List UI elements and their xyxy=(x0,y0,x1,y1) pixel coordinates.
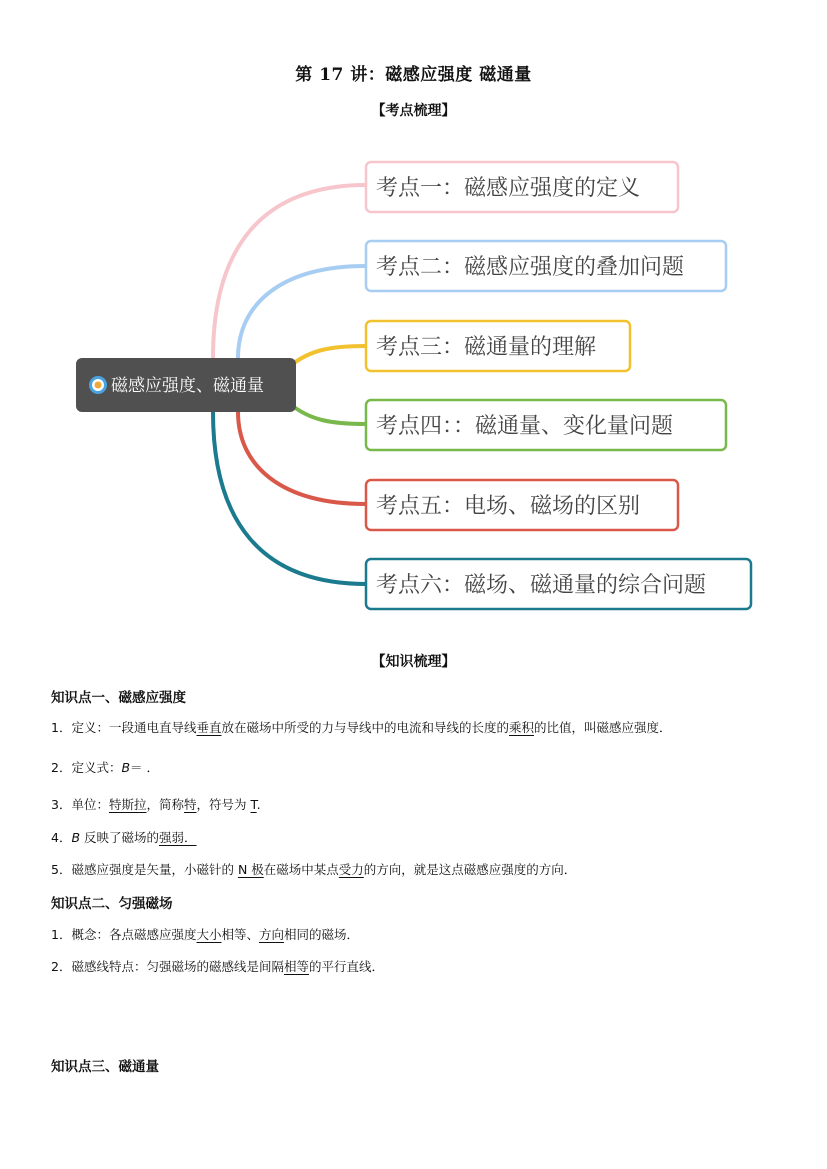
item-text: B xyxy=(121,760,131,775)
answer-blank: 乘积 xyxy=(509,720,535,735)
item-text: 反映了磁场的 xyxy=(80,830,160,845)
mindmap-connector xyxy=(238,266,366,358)
knowledge-item xyxy=(51,860,576,878)
item-text: 的方向，就是这点磁感应强度的方向． xyxy=(363,862,577,877)
item-number: 1． xyxy=(51,720,72,735)
knowledge-item xyxy=(51,795,261,813)
zhishi-header: 【知识梳理】 xyxy=(371,654,456,670)
item-text: 单位： xyxy=(71,797,109,812)
item-number: 2． xyxy=(51,760,72,775)
mindmap-node-2[interactable] xyxy=(366,241,726,291)
item-text: 放在磁场中所受的力与导线中的电流和导线的长度的 xyxy=(221,720,509,735)
item-text: ，符号为 xyxy=(196,797,251,812)
mindmap-node-label: 考点三：磁通量的理解 xyxy=(376,335,597,360)
mindmap xyxy=(0,140,827,620)
mindmap-node-6[interactable] xyxy=(366,559,751,609)
mindmap-root-label: 磁感应强度、磁通量 xyxy=(111,376,264,396)
mindmap-node-label: 考点二：磁感应强度的叠加问题 xyxy=(376,255,685,280)
item-text: 相等、 xyxy=(221,927,259,942)
answer-blank: 受力 xyxy=(338,862,364,877)
mindmap-node-4[interactable] xyxy=(366,400,726,450)
mindmap-connector xyxy=(290,404,366,424)
knowledge-item xyxy=(51,718,672,736)
item-text: 定义式： xyxy=(71,760,122,775)
answer-blank: 相等 xyxy=(283,959,309,974)
mindmap-connector xyxy=(213,412,366,584)
item-number: 2． xyxy=(51,959,72,974)
item-text: 在磁场中某点 xyxy=(263,862,339,877)
mindmap-node-label: 考点四：：磁通量、变化量问题 xyxy=(376,414,674,439)
item-text: B xyxy=(71,830,81,845)
answer-blank: 垂直 xyxy=(196,720,222,735)
mindmap-connector xyxy=(238,412,366,504)
answer-blank: 方向 xyxy=(259,927,285,942)
item-text: ＝ ． xyxy=(130,760,160,775)
target-icon xyxy=(89,376,107,394)
item-text: 的比值，叫磁感应强度． xyxy=(534,720,672,735)
mindmap-node-label: 考点六：磁场、磁通量的综合问题 xyxy=(376,573,707,598)
mindmap-connector xyxy=(213,185,366,358)
answer-blank: 强弱． xyxy=(159,830,197,845)
item-text: 磁感线特点：匀强磁场的磁感线是间隔 xyxy=(71,959,284,974)
knowledge-item xyxy=(51,758,159,776)
item-number: 3． xyxy=(51,797,72,812)
item-text: 相同的磁场． xyxy=(284,927,360,942)
mindmap-node-label: 考点一：磁感应强度的定义 xyxy=(376,176,641,201)
answer-blank: N 极 xyxy=(237,862,264,877)
answer-blank: 大小 xyxy=(196,927,222,942)
item-text: 的平行直线． xyxy=(308,959,384,974)
kaodian-header: 【考点梳理】 xyxy=(371,103,456,119)
mindmap-connector xyxy=(290,346,366,366)
answer-blank: 特斯拉 xyxy=(108,797,147,812)
item-text: 定义：一段通电直导线 xyxy=(71,720,197,735)
item-number: 5． xyxy=(51,862,72,877)
section-heading: 知识点一、磁感应强度 xyxy=(51,690,186,706)
section-heading: 知识点二、匀强磁场 xyxy=(51,896,173,912)
item-text: ，简称 xyxy=(146,797,184,812)
answer-blank: T xyxy=(250,797,257,812)
section-heading: 知识点三、磁通量 xyxy=(51,1059,159,1075)
mindmap-node-3[interactable] xyxy=(366,321,630,371)
mindmap-node-1[interactable] xyxy=(366,162,678,212)
item-number: 4． xyxy=(51,830,72,845)
page-title: 第 17 讲：磁感应强度 磁通量 xyxy=(295,65,532,85)
mindmap-node-label: 考点五：电场、磁场的区别 xyxy=(376,494,641,519)
item-text: 磁感应强度是矢量，小磁针的 xyxy=(71,862,238,877)
item-number: 1． xyxy=(51,927,72,942)
item-text: . xyxy=(256,797,261,812)
mindmap-root[interactable] xyxy=(76,358,296,412)
knowledge-item xyxy=(51,925,359,943)
knowledge-item xyxy=(51,828,197,846)
mindmap-node-5[interactable] xyxy=(366,480,678,530)
knowledge-item xyxy=(51,957,384,975)
item-text: 概念：各点磁感应强度 xyxy=(71,927,197,942)
answer-blank: 特 xyxy=(184,797,197,812)
